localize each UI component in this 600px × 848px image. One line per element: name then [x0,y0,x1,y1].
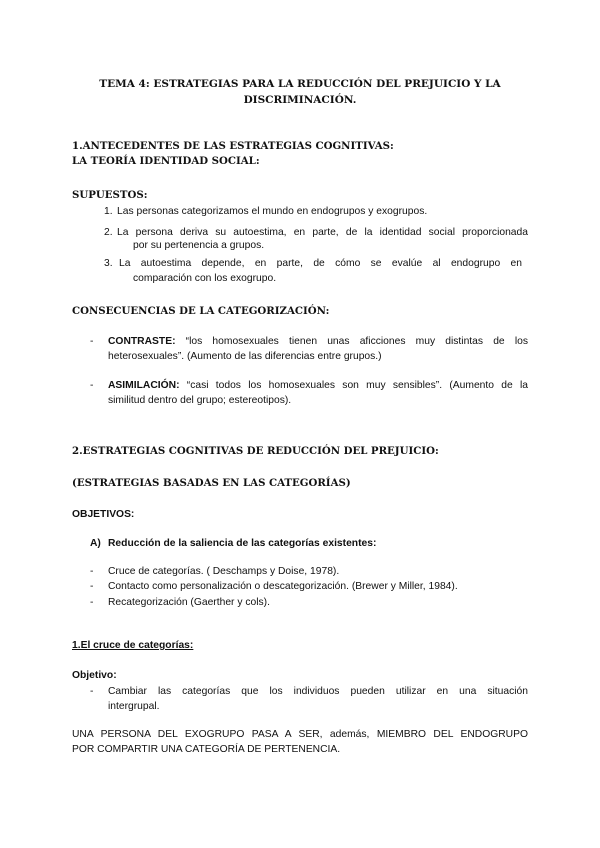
contraste-label: CONTRASTE: [108,336,176,347]
asimilacion-line-2: similitud dentro del grupo; estereotipos). [108,395,292,406]
supuesto-3-text-line-2: comparación con los exogrupo. [133,273,277,284]
page-title-line-2: DISCRIMINACIÓN. [243,94,357,106]
asimilacion-line-1 [108,380,528,391]
section-1-heading: 1.ANTECEDENTES DE LAS ESTRATEGIAS COGNITIVAS: [72,140,394,152]
objetivos-heading: OBJETIVOS: [72,509,135,520]
asimilacion-label: ASIMILACIÓN: [108,380,180,391]
section-2-heading: 2.ESTRATEGIAS COGNITIVAS DE REDUCCIÓN DEL PREJUICIO: [72,445,439,457]
contraste-text: “los homosexuales tienen unas aficciones muy distintas de los [185,336,528,347]
supuestos-heading: SUPUESTOS: [72,189,148,201]
consecuencias-heading: CONSECUENCIAS DE LA CATEGORIZACIÓN: [72,305,330,317]
supuesto-3-number: 3. [104,258,113,269]
supuesto-1-number: 1. [104,206,113,217]
cruce-heading: 1.El cruce de categorías: [72,640,194,651]
list-bullet-2: - [90,581,94,592]
contraste-line-1 [108,336,528,347]
supuesto-3-text-line-1: La autoestima depende, en parte, de cómo se evalúe al endogrupo en [119,258,522,269]
section-2-subheading: (ESTRATEGIAS BASADAS EN LAS CATEGORÍAS) [72,477,351,489]
contraste-bullet: - [90,336,94,347]
objective-a-label: A) [90,538,101,549]
objetivo-bullet: - [90,686,94,697]
list-item-contacto: Contacto como personalización o descategorización. (Brewer y Miller, 1984). [108,581,458,592]
objetivo-line-1: Cambiar las categorías que los individuos pueden utilizar en una situación [108,686,528,697]
paragraph-line-1: UNA PERSONA DEL EXOGRUPO PASA A SER, además, MIEMBRO DEL ENDOGRUPO [72,729,528,740]
contraste-line-2: heterosexuales”. (Aumento de las diferencias entre grupos.) [108,351,382,362]
list-item-cruce: Cruce de categorías. ( Deschamps y Doise, 1978). [108,566,340,577]
supuesto-2-number: 2. [104,227,113,238]
list-bullet-3: - [90,597,94,608]
list-item-recategorizacion: Recategorización (Gaerther y cols). [108,597,270,608]
supuesto-1-text: Las personas categorizamos el mundo en endogrupos y exogrupos. [117,206,428,217]
list-bullet-1: - [90,566,94,577]
supuesto-2-text-line-2: por su pertenencia a grupos. [133,240,265,251]
asimilacion-text: “casi todos los homosexuales son muy sensibles”. (Aumento de la [186,380,528,391]
objective-a-text: Reducción de la saliencia de las categorías existentes: [108,538,377,549]
paragraph-line-2: POR COMPARTIR UNA CATEGORÍA DE PERTENENCIA. [72,744,341,755]
supuesto-2-text-line-1: La persona deriva su autoestima, en parte, de la identidad social proporcionada [117,227,528,238]
section-1-subheading: LA TEORÍA IDENTIDAD SOCIAL: [72,155,260,167]
asimilacion-bullet: - [90,380,94,391]
objetivo-line-2: intergrupal. [108,701,160,712]
page-title-line-1: TEMA 4: ESTRATEGIAS PARA LA REDUCCIÓN DEL PREJUICIO Y LA [99,78,501,90]
objetivo-label: Objetivo: [72,670,117,681]
